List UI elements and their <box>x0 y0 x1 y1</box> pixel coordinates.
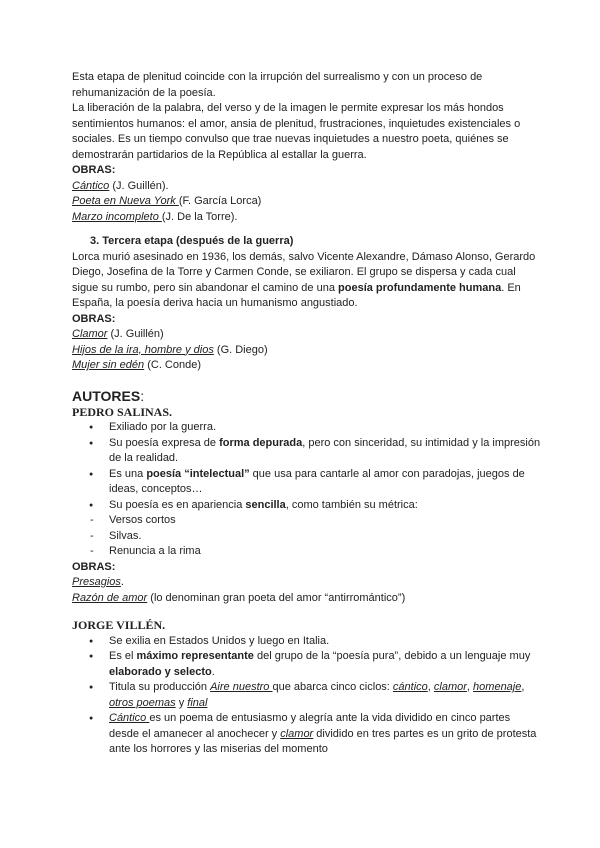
list-item: - Renuncia a la rima <box>72 544 542 560</box>
autores-heading: AUTORES: <box>72 387 145 404</box>
work-item: Hijos de la ira, hombre y dios (G. Diego) <box>72 343 268 356</box>
work-item: Clamor (J. Guillén) <box>72 328 164 340</box>
list-item: ● Se exilia en Estados Unidos y luego en Italia. <box>72 634 542 650</box>
salinas-list <box>72 420 542 560</box>
work-item: Marzo incompleto (J. De la Torre). <box>72 210 238 223</box>
work-item: Mujer sin edén (C. Conde) <box>72 359 202 371</box>
guillen-list <box>72 634 542 758</box>
work-item: Razón de amor (lo denominan gran poeta del amor “antirromántico”) <box>72 591 406 604</box>
work-title: Clamor <box>72 328 108 340</box>
list-item: ● Cántico es un poema de entusiasmo y alegría ante la vida dividido en cinco partes desde el amanecer al anochecer y clamor dividido en tres partes es un grito de protesta ante los horrores y las miserias del momento <box>72 711 542 758</box>
section-heading-tercera-etapa: 3. Tercera etapa (después de la guerra) <box>90 235 294 247</box>
list-item: ● Su poesía expresa de forma depurada, pero con sinceridad, su intimidad y la impresión de la realidad. <box>72 436 542 467</box>
obras-label: OBRAS: <box>72 560 116 573</box>
work-title: Marzo incompleto <box>72 210 162 223</box>
third-paragraph: Lorca murió asesinado en 1936, los demás, salvo Vicente Alexandre, Dámaso Alonso, Gerardo Diego, Josefina de la Torre y Carmen Conde, se exiliaron. El grupo se dispersa y cada cual sigue su rumbo, pero sin abandonar el camino de una poesía profundamente humana. En España, la poesía deriva hacia un humanismo angustiado. <box>72 250 536 309</box>
work-title: Presagios <box>72 576 121 588</box>
list-item: ● Es una poesía “intelectual” que usa para cantarle al amor con paradojas, juegos de ideas, conceptos… <box>72 467 542 498</box>
author-name-salinas: PEDRO SALINAS. <box>72 404 173 419</box>
work-title: Cántico <box>72 179 110 192</box>
work-item: Presagios. <box>72 576 124 588</box>
list-item: ● Exiliado por la guerra. <box>72 420 542 436</box>
work-title: Hijos de la ira, hombre y dios <box>72 343 214 356</box>
document-page <box>72 70 542 758</box>
work-item: Cántico (J. Guillén). <box>72 179 169 192</box>
work-title: Razón de amor <box>72 591 148 604</box>
obras-label: OBRAS: <box>72 164 116 176</box>
author-name-guillen: JORGE VILLÉN. <box>72 618 166 632</box>
work-title: Poeta en Nueva York <box>72 195 179 207</box>
work-item: Poeta en Nueva York (F. García Lorca) <box>72 195 262 207</box>
list-item: - Versos cortos <box>72 513 542 529</box>
work-title: Mujer sin edén <box>72 359 145 371</box>
obras-label: OBRAS: <box>72 312 116 325</box>
intro-paragraph-2: La liberación de la palabra, del verso y de la imagen le permite expresar los más hondos sentimientos humanos: el amor, ansia de plenitud, frustraciones, inquietudes existenciales o sociales. Es un tiempo convulso que trae nuevas inquietudes a nuestro poeta, quiénes se demostrarán partidarios de la República al estallar la guerra. <box>72 102 521 161</box>
list-item: - Silvas. <box>72 529 542 545</box>
list-item: ● Titula su producción Aire nuestro que abarca cinco ciclos: cántico, clamor, homenaje, otros poemas y final <box>72 680 542 711</box>
list-item: ● Su poesía es en apariencia sencilla, como también su métrica: <box>72 498 542 514</box>
list-item: ● Es el máximo representante del grupo de la “poesía pura”, debido a un lenguaje muy elaborado y selecto. <box>72 649 542 680</box>
intro-paragraph-1: Esta etapa de plenitud coincide con la irrupción del surrealismo y con un proceso de rehumanización de la poesía. <box>72 71 483 99</box>
